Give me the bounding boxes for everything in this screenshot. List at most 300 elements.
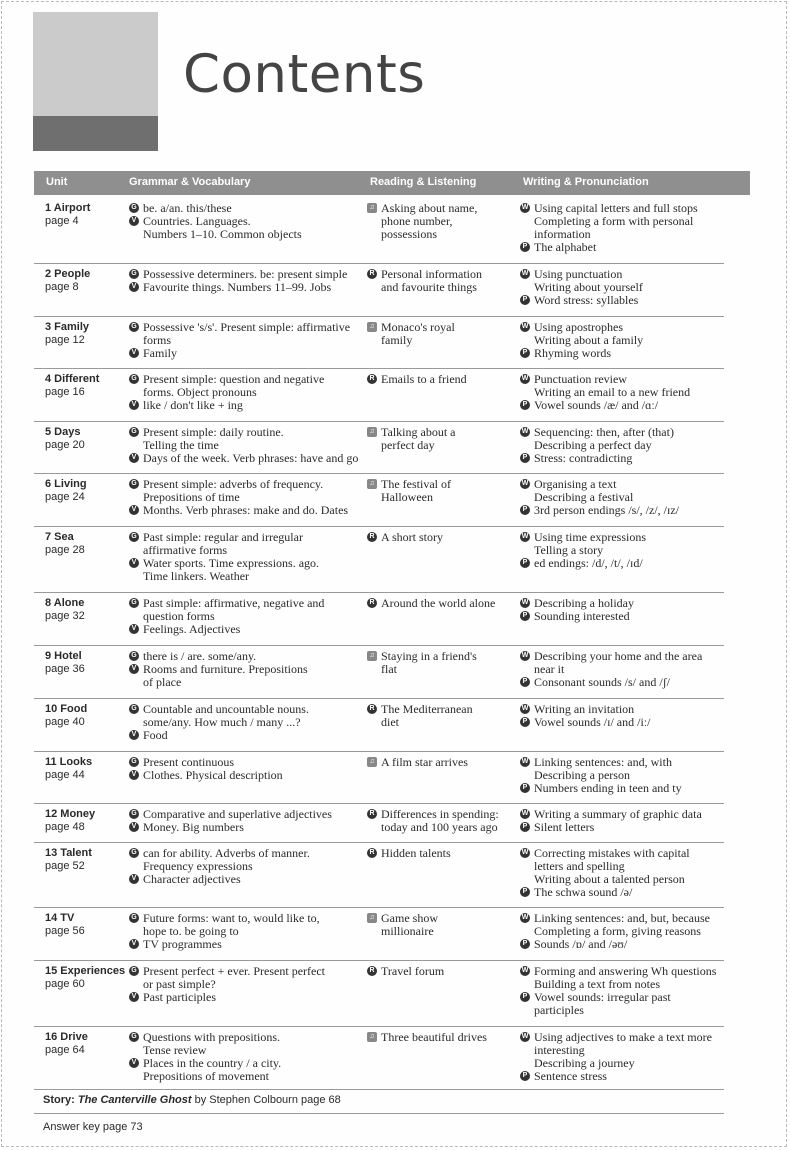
header-grammar-vocabulary: Grammar & Vocabulary: [129, 176, 251, 188]
row-divider: [34, 842, 724, 843]
grammar-vocabulary-cell: [129, 202, 374, 241]
content-text: Completing a form with personal: [534, 214, 694, 228]
row-divider: [34, 803, 724, 804]
header-writing-pronunciation: Writing & Pronunciation: [523, 176, 649, 188]
marker-p-icon: P: [520, 1071, 530, 1081]
reading-listening-cell: [367, 321, 522, 347]
marker-w-icon: W: [521, 810, 529, 817]
reading-listening-cell: [367, 202, 522, 241]
content-text: Sequencing: then, after (that): [534, 425, 674, 439]
content-text: Writing a summary of graphic data: [534, 807, 702, 821]
writing-pronunciation-cell: [520, 321, 730, 360]
row-divider: [34, 316, 724, 317]
reading-listening-cell: [367, 756, 522, 769]
unit-name: 9 Hotel: [45, 650, 82, 662]
decorative-dark-bar: [33, 116, 158, 151]
headphones-icon: ♫: [367, 651, 377, 661]
unit-cell: [45, 756, 92, 782]
unit-name: 11 Looks: [45, 756, 93, 768]
row-divider: [34, 645, 724, 646]
content-line: [129, 729, 374, 742]
marker-v-icon: V: [129, 874, 139, 884]
content-text: ed endings: /d/, /t/, /ɪd/: [534, 556, 643, 570]
content-text: Family: [143, 346, 178, 360]
content-text: affirmative forms: [143, 543, 228, 557]
content-line: [129, 399, 374, 412]
content-text: A short story: [381, 530, 444, 544]
content-text: Describing a journey: [534, 1056, 635, 1070]
unit-name: 12 Money: [45, 808, 96, 820]
unit-cell: [45, 808, 95, 834]
content-line: [367, 925, 522, 938]
marker-v-icon: V: [129, 770, 139, 780]
marker-p-icon: P: [520, 453, 530, 463]
content-line: [129, 281, 374, 294]
content-text: Telling a story: [534, 543, 604, 557]
marker-g-icon: G: [129, 966, 139, 976]
row-divider: [34, 1026, 724, 1027]
unit-cell: [45, 847, 92, 873]
content-text: information: [534, 227, 591, 241]
content-text: Halloween: [381, 490, 433, 504]
content-line: [129, 873, 374, 886]
content-line: [520, 294, 730, 307]
content-text: there is / are. some/any.: [143, 649, 257, 663]
content-line: [520, 241, 730, 254]
content-text: millionaire: [381, 924, 434, 938]
content-text: can for ability. Adverbs of manner.: [143, 846, 310, 860]
writing-pronunciation-cell: [520, 912, 730, 951]
content-line: [367, 491, 522, 504]
marker-v-icon: V: [129, 992, 139, 1002]
writing-pronunciation-cell: [520, 373, 730, 412]
content-line: [129, 1070, 374, 1083]
content-line: [367, 663, 522, 676]
marker-p-icon: P: [520, 242, 530, 252]
unit-page: page 40: [45, 716, 85, 728]
content-text: possessions: [381, 227, 438, 241]
content-text: question forms: [143, 609, 215, 623]
content-line: [520, 938, 730, 951]
marker-w-icon: W: [521, 375, 529, 382]
marker-p-icon: P: [520, 611, 530, 621]
unit-page: page 56: [45, 925, 85, 937]
content-text: Writing an invitation: [534, 702, 635, 716]
content-text: Numbers 1–10. Common objects: [143, 227, 302, 241]
marker-p-icon: P: [520, 887, 530, 897]
unit-page: page 44: [45, 769, 85, 781]
content-line: [520, 676, 730, 689]
marker-r-icon: R: [367, 704, 377, 714]
content-text: Correcting mistakes with capital: [534, 846, 690, 860]
content-text: Water sports. Time expressions. ago.: [143, 556, 320, 570]
content-text: Using punctuation: [534, 267, 623, 281]
content-text: Prepositions of time: [143, 490, 240, 504]
content-text: Word stress: syllables: [534, 293, 639, 307]
row-divider: [34, 592, 724, 593]
row-divider: [34, 421, 724, 422]
marker-g-icon: G: [129, 913, 139, 923]
marker-v-icon: V: [129, 505, 139, 515]
content-line: [367, 281, 522, 294]
marker-p-icon: P: [520, 295, 530, 305]
reading-listening-cell: [367, 531, 522, 544]
grammar-vocabulary-cell: [129, 426, 374, 465]
content-text: Describing your home and the area: [534, 649, 703, 663]
marker-g-icon: G: [129, 651, 139, 661]
writing-pronunciation-cell: [520, 703, 730, 729]
content-text: near it: [534, 662, 565, 676]
reading-listening-cell: [367, 1031, 522, 1044]
writing-pronunciation-cell: [520, 1031, 730, 1083]
content-text: forms. Object pronouns: [143, 385, 257, 399]
unit-name: 1 Airport: [45, 202, 91, 214]
marker-g-icon: G: [129, 1032, 139, 1042]
headphones-icon: ♫: [367, 1032, 377, 1042]
content-text: A film star arrives: [381, 755, 468, 769]
content-text: participles: [534, 1003, 584, 1017]
content-text: Stress: contradicting: [534, 451, 633, 465]
writing-pronunciation-cell: [520, 597, 730, 623]
content-text: Vowel sounds /ɪ/ and /iː/: [534, 715, 651, 729]
content-text: Comparative and superlative adjectives: [143, 807, 332, 821]
marker-v-icon: V: [129, 282, 139, 292]
content-text: family: [381, 333, 413, 347]
content-text: Describing a person: [534, 768, 630, 782]
content-text: Organising a text: [534, 477, 617, 491]
content-text: Monaco's royal: [381, 320, 455, 334]
unit-name: 4 Different: [45, 373, 100, 385]
content-text: flat: [381, 662, 397, 676]
unit-page: page 64: [45, 1044, 85, 1056]
content-line: [367, 847, 522, 860]
content-text: Describing a festival: [534, 490, 634, 504]
writing-pronunciation-cell: [520, 756, 730, 795]
content-line: [129, 347, 374, 360]
content-text: Favourite things. Numbers 11–99. Jobs: [143, 280, 332, 294]
marker-p-icon: P: [520, 558, 530, 568]
reading-listening-cell: [367, 912, 522, 938]
marker-r-icon: R: [367, 374, 377, 384]
marker-p-icon: P: [520, 677, 530, 687]
marker-v-icon: V: [129, 664, 139, 674]
content-text: Food: [143, 728, 168, 742]
content-text: or past simple?: [143, 977, 216, 991]
content-line: [367, 228, 522, 241]
marker-p-icon: P: [520, 348, 530, 358]
grammar-vocabulary-cell: [129, 847, 374, 886]
reading-listening-cell: [367, 808, 522, 834]
unit-page: page 8: [45, 281, 79, 293]
content-line: [520, 504, 730, 517]
grammar-vocabulary-cell: [129, 808, 374, 834]
unit-name: 2 People: [45, 268, 91, 280]
marker-g-icon: G: [129, 598, 139, 608]
unit-page: page 60: [45, 978, 85, 990]
marker-w-icon: W: [521, 270, 529, 277]
unit-name: 13 Talent: [45, 847, 92, 859]
content-line: [520, 1004, 730, 1017]
marker-w-icon: W: [521, 323, 529, 330]
decorative-grey-block: [33, 12, 158, 123]
content-text: Building a text from notes: [534, 977, 660, 991]
unit-name: 8 Alone: [45, 597, 85, 609]
unit-cell: [45, 912, 85, 938]
writing-pronunciation-cell: [520, 531, 730, 570]
headphones-icon: ♫: [367, 479, 377, 489]
content-text: letters and spelling: [534, 859, 625, 873]
content-text: Consonant sounds /s/ and /ʃ/: [534, 675, 671, 689]
marker-v-icon: V: [129, 453, 139, 463]
unit-page: page 28: [45, 544, 85, 556]
marker-v-icon: V: [129, 558, 139, 568]
answer-key: Answer key page 73: [43, 1121, 143, 1133]
content-text: Rhyming words: [534, 346, 612, 360]
content-line: [129, 991, 374, 1004]
unit-page: page 52: [45, 860, 85, 872]
reading-listening-cell: [367, 373, 522, 386]
content-text: Forming and answering Wh questions: [534, 964, 717, 978]
grammar-vocabulary-cell: [129, 1031, 374, 1083]
content-text: Present continuous: [143, 755, 234, 769]
unit-cell: [45, 373, 99, 399]
content-line: [129, 676, 374, 689]
marker-w-icon: W: [521, 428, 529, 435]
content-text: Countable and uncountable nouns.: [143, 702, 309, 716]
content-text: some/any. How much / many ...?: [143, 715, 301, 729]
writing-pronunciation-cell: [520, 847, 730, 899]
writing-pronunciation-cell: [520, 202, 730, 254]
marker-p-icon: P: [520, 822, 530, 832]
reading-listening-cell: [367, 965, 522, 978]
content-text: diet: [381, 715, 399, 729]
unit-page: page 4: [45, 215, 79, 227]
marker-g-icon: G: [129, 848, 139, 858]
content-line: [367, 965, 522, 978]
marker-p-icon: P: [520, 939, 530, 949]
row-divider: [34, 698, 724, 699]
writing-pronunciation-cell: [520, 808, 730, 834]
content-text: Describing a perfect day: [534, 438, 652, 452]
content-line: [367, 334, 522, 347]
content-text: Tense review: [143, 1043, 207, 1057]
row-divider: [34, 907, 724, 908]
content-text: Past simple: regular and irregular: [143, 530, 303, 544]
reading-listening-cell: [367, 650, 522, 676]
content-line: [520, 886, 730, 899]
content-text: Possessive 's/s'. Present simple: affirmative: [143, 320, 351, 334]
marker-v-icon: V: [129, 1058, 139, 1068]
footer-divider: [34, 1113, 724, 1114]
story-byline: by Stephen Colbourn page 68: [191, 1094, 341, 1106]
row-divider: [34, 263, 724, 264]
content-line: [367, 1031, 522, 1044]
marker-w-icon: W: [521, 599, 529, 606]
content-line: [129, 821, 374, 834]
content-text: Prepositions of movement: [143, 1069, 269, 1083]
grammar-vocabulary-cell: [129, 321, 374, 360]
marker-p-icon: P: [520, 992, 530, 1002]
content-text: TV programmes: [143, 937, 222, 951]
row-divider: [34, 368, 724, 369]
content-text: Silent letters: [534, 820, 595, 834]
content-text: Sounds /ɒ/ and /əʊ/: [534, 937, 628, 951]
marker-p-icon: P: [520, 400, 530, 410]
content-line: [520, 557, 730, 570]
grammar-vocabulary-cell: [129, 650, 374, 689]
content-text: Three beautiful drives: [381, 1030, 487, 1044]
content-text: Places in the country / a city.: [143, 1056, 282, 1070]
marker-v-icon: V: [129, 216, 139, 226]
row-divider: [34, 1089, 724, 1090]
content-line: [367, 531, 522, 544]
story-label: Story:: [43, 1094, 78, 1106]
content-text: Writing an email to a new friend: [534, 385, 691, 399]
content-text: Writing about yourself: [534, 280, 643, 294]
content-line: [129, 570, 374, 583]
content-text: Present perfect + ever. Present perfect: [143, 964, 326, 978]
content-line: [129, 938, 374, 951]
content-text: Around the world alone: [381, 596, 496, 610]
content-text: Game show: [381, 911, 438, 925]
content-text: Describing a holiday: [534, 596, 634, 610]
content-text: Past participles: [143, 990, 216, 1004]
marker-w-icon: W: [521, 480, 529, 487]
content-line: [520, 1070, 730, 1083]
marker-r-icon: R: [367, 269, 377, 279]
header-reading-listening: Reading & Listening: [370, 176, 477, 188]
content-text: perfect day: [381, 438, 435, 452]
content-text: Linking sentences: and, but, because: [534, 911, 710, 925]
unit-name: 3 Family: [45, 321, 90, 333]
content-text: Using adjectives to make a text more: [534, 1030, 712, 1044]
content-text: Travel forum: [381, 964, 445, 978]
unit-name: 14 TV: [45, 912, 75, 924]
marker-w-icon: W: [521, 849, 529, 856]
marker-g-icon: G: [129, 374, 139, 384]
marker-r-icon: R: [367, 966, 377, 976]
reading-listening-cell: [367, 268, 522, 294]
marker-g-icon: G: [129, 757, 139, 767]
content-line: [367, 597, 522, 610]
marker-w-icon: W: [521, 533, 529, 540]
marker-g-icon: G: [129, 479, 139, 489]
marker-g-icon: G: [129, 203, 139, 213]
headphones-icon: ♫: [367, 203, 377, 213]
content-line: [129, 769, 374, 782]
marker-v-icon: V: [129, 939, 139, 949]
content-line: [520, 821, 730, 834]
unit-cell: [45, 703, 87, 729]
marker-v-icon: V: [129, 730, 139, 740]
row-divider: [34, 751, 724, 752]
table-header: [34, 171, 750, 195]
content-text: Writing about a talented person: [534, 872, 685, 886]
marker-p-icon: P: [520, 717, 530, 727]
grammar-vocabulary-cell: [129, 756, 374, 782]
content-text: phone number,: [381, 214, 453, 228]
writing-pronunciation-cell: [520, 650, 730, 689]
content-text: Hidden talents: [381, 846, 451, 860]
unit-name: 7 Sea: [45, 531, 74, 543]
unit-cell: [45, 321, 89, 347]
reading-listening-cell: [367, 597, 522, 610]
content-line: [367, 821, 522, 834]
writing-pronunciation-cell: [520, 426, 730, 465]
content-text: Feelings. Adjectives: [143, 622, 241, 636]
content-text: Differences in spending:: [381, 807, 499, 821]
unit-cell: [45, 202, 90, 228]
content-text: hope to. be going to: [143, 924, 239, 938]
unit-page: page 24: [45, 491, 85, 503]
row-divider: [34, 960, 724, 961]
content-line: [520, 716, 730, 729]
marker-r-icon: R: [367, 598, 377, 608]
unit-cell: [45, 478, 87, 504]
marker-w-icon: W: [521, 1033, 529, 1040]
unit-page: page 32: [45, 610, 85, 622]
unit-page: page 36: [45, 663, 85, 675]
grammar-vocabulary-cell: [129, 268, 374, 294]
grammar-vocabulary-cell: [129, 912, 374, 951]
marker-w-icon: W: [521, 705, 529, 712]
story-title: The Canterville Ghost: [77, 1094, 192, 1106]
content-line: [367, 373, 522, 386]
content-text: Present simple: adverbs of frequency.: [143, 477, 324, 491]
header-unit: Unit: [46, 176, 68, 188]
content-text: 3rd person endings /s/, /z/, /ɪz/: [534, 503, 679, 517]
unit-name: 6 Living: [45, 478, 87, 490]
content-line: [129, 452, 374, 465]
content-line: [520, 610, 730, 623]
reading-listening-cell: [367, 847, 522, 860]
page-title: Contents: [183, 44, 426, 105]
content-text: Numbers ending in teen and ty: [534, 781, 682, 795]
unit-name: 16 Drive: [45, 1031, 88, 1043]
marker-g-icon: G: [129, 269, 139, 279]
headphones-icon: ♫: [367, 427, 377, 437]
content-text: Past simple: affirmative, negative and: [143, 596, 325, 610]
marker-g-icon: G: [129, 704, 139, 714]
content-text: The alphabet: [534, 240, 597, 254]
unit-name: 15 Experiences: [45, 965, 126, 977]
content-text: interesting: [534, 1043, 585, 1057]
content-text: and favourite things: [381, 280, 477, 294]
content-text: Present simple: daily routine.: [143, 425, 284, 439]
content-text: Time linkers. Weather: [143, 569, 250, 583]
marker-v-icon: V: [129, 822, 139, 832]
content-text: Sounding interested: [534, 609, 630, 623]
content-text: be. a/an. this/these: [143, 201, 232, 215]
content-text: Punctuation review: [534, 372, 627, 386]
marker-r-icon: R: [367, 809, 377, 819]
unit-page: page 48: [45, 821, 85, 833]
marker-w-icon: W: [521, 914, 529, 921]
headphones-icon: ♫: [367, 913, 377, 923]
marker-g-icon: G: [129, 809, 139, 819]
content-text: Using capital letters and full stops: [534, 201, 698, 215]
content-line: [520, 782, 730, 795]
reading-listening-cell: [367, 703, 522, 729]
content-text: Countries. Languages.: [143, 214, 251, 228]
content-line: [367, 756, 522, 769]
content-text: Emails to a friend: [381, 372, 467, 386]
content-text: The schwa sound /ə/: [534, 885, 633, 899]
writing-pronunciation-cell: [520, 268, 730, 307]
marker-v-icon: V: [129, 400, 139, 410]
marker-w-icon: W: [521, 652, 529, 659]
unit-page: page 20: [45, 439, 85, 451]
